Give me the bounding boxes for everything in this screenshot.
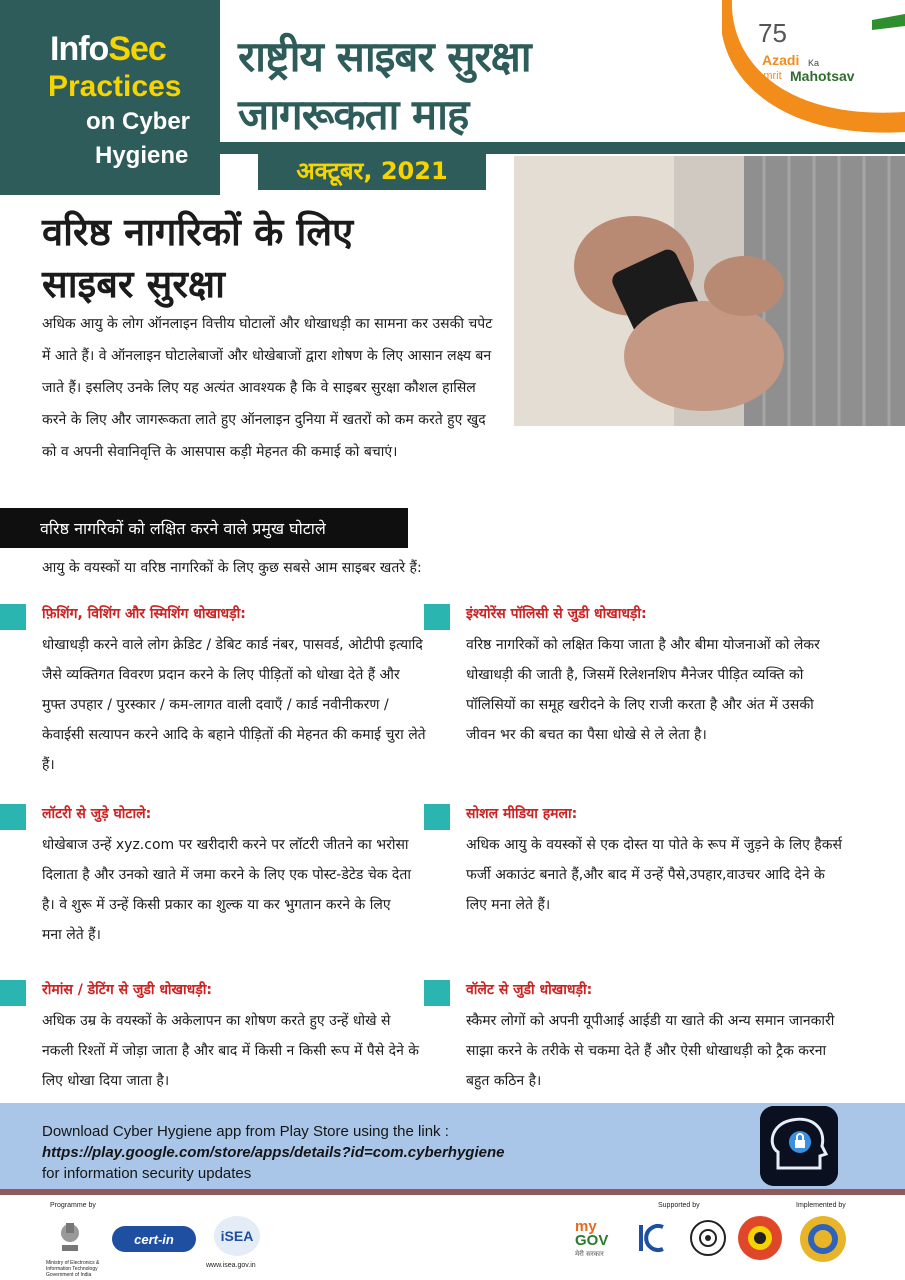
main-title-line1: वरिष्ठ नागरिकों के लिए — [42, 210, 354, 254]
footer-logos — [0, 1198, 905, 1280]
section-main-title — [42, 206, 353, 310]
lottery-section — [0, 802, 440, 952]
intro-paragraph: अधिक आयु के लोग ऑनलाइन वित्तीय घोटालों और धोखाधड़ी का सामना कर उसकी चपेट में आते हैं। वे ऑनलाइन घोटालेबाजों और धोखेबाजों द्वारा शोषण के लिए आसान लक्ष्य बन जाते हैं। इसलिए उनके लिए यह अत्यंत आवश्यक है कि वे साइबर सुरक्षा कौशल हासिल करने के लिए और जागरूकता लाते हुए ऑनलाइन दुनिया में खतरों को कम करते हुए खुद को व अपनी सेवानिवृत्ति के आसपास कड़ी मेहनत की कमाई को बचाएं। — [42, 316, 493, 460]
page-title — [238, 28, 531, 144]
head-lock-icon — [760, 1106, 838, 1186]
implemented-by-label: Implemented by — [796, 1202, 846, 1209]
mygov-tagline: मेरी सरकार — [575, 1250, 604, 1258]
section-marker — [424, 980, 450, 1006]
azadi-ka-amrit-mahotsav-logo — [722, 0, 905, 142]
wallet-body: स्कैमर लोगों को अपनी यूपीआई आईडी या खाते की अन्य समान जानकारी साझा करने के तरीके से चकमा देते हैं और ऐसी धोखाधड़ी को ट्रैक करना बहुत कठिन है। — [466, 1013, 835, 1089]
hygiene-label: Hygiene — [95, 142, 189, 169]
cybercrime-icon — [697, 1227, 719, 1249]
cybercrime-logo — [690, 1220, 726, 1256]
cyber-jaagrookta-logo — [738, 1216, 782, 1260]
infosec-logo — [50, 30, 166, 69]
isea-logo: iSEA — [214, 1216, 260, 1256]
social-media-body: अधिक आयु के वयस्कों से एक दोस्त या पोते के रूप में जुड़ने के लिए हैकर्स फर्जी अकाउंट बनाते हैं,और बाद में उन्हें पैसे,उपहार,वाउचर आदि देने के लिए मना लेते हैं। — [466, 837, 842, 913]
cyber-shield-icon — [745, 1223, 775, 1253]
infosec-logo-info: Info — [50, 30, 109, 68]
infosec-logo-sec: Sec — [108, 30, 166, 68]
banner-rule — [0, 1189, 905, 1195]
emblem-icon — [50, 1214, 90, 1260]
photo-illustration — [514, 156, 905, 426]
section-marker — [0, 980, 26, 1006]
scams-subheading: आयु के वयस्कों या वरिष्ठ नागरिकों के लिए कुछ सबसे आम साइबर खतरे हैं: — [42, 560, 422, 576]
page-title-line2: जागरूकता माह — [238, 90, 469, 139]
social-media-section — [424, 802, 894, 952]
on-cyber-label: on Cyber — [86, 108, 191, 135]
cyber-hygiene-app-icon[interactable] — [760, 1106, 838, 1186]
play-store-link[interactable]: https://play.google.com/store/apps/details?id=com.cyberhygiene — [42, 1144, 505, 1161]
cdac-logo — [800, 1216, 846, 1262]
romance-section — [0, 978, 440, 1098]
wallet-title: वॉलेट से जुडी धोखाधड़ी: — [466, 982, 593, 998]
insurance-section — [424, 602, 894, 782]
infosec-logo-panel — [0, 0, 220, 195]
insurance-body: वरिष्ठ नागरिकों को लक्षित किया जाता है और बीमा योजनाओं को लेकर धोखाधड़ी की जाती है, जिसमें रिलेशनशिप मैनेजर पीड़ित व्यक्ति को पॉलिसियों का समूह खरीदने के लिए राजी करता है और अंत में उसकी जीवन भर की बचत का पैसा धोखे से ले लेता है। — [466, 637, 820, 743]
cert-in-logo: cert-in — [112, 1226, 196, 1252]
senior-phone-photo — [514, 156, 905, 426]
section-marker — [424, 604, 450, 630]
romance-title: रोमांस / डेटिंग से जुडी धोखाधड़ी: — [42, 982, 212, 998]
section-marker — [424, 804, 450, 830]
ministry-label: Ministry of Electronics & Information Technology Government of India — [46, 1260, 100, 1278]
lottery-title: लॉटरी से जुड़े घोटाले: — [42, 806, 152, 822]
banner-text — [42, 1121, 504, 1184]
wallet-section — [424, 978, 894, 1098]
practices-label: Practices — [48, 70, 182, 103]
ashoka-emblem-icon — [57, 1219, 83, 1255]
ka-word: Ka — [808, 58, 820, 68]
page-title-line1: राष्ट्रीय साइबर सुरक्षा — [238, 32, 531, 81]
insurance-title: इंश्योरेंस पॉलिसी से जुडी धोखाधड़ी: — [466, 606, 647, 622]
section-marker — [0, 804, 26, 830]
phishing-body: धोखाधड़ी करने वाले लोग क्रेडिट / डेबिट कार्ड नंबर, पासवर्ड, ओटीपी इत्यादि जैसे व्यक्तिगत विवरण प्रदान करने के लिए पीड़ितों को धोखा देते हैं और मुफ्त उपहार / पुरस्कार / कम-लागत वाली दवाएँ / कार्ड नवीनीकरण / केवाईसी सत्यापन करने आदि के बहाने पीड़ितों की मेहनत की कमाई चुरा लेते हैं। — [42, 637, 426, 773]
azadi-75: 75 — [758, 18, 787, 48]
i4c-logo — [636, 1220, 678, 1256]
mygov-logo — [575, 1218, 627, 1262]
main-title-line2: साइबर सुरक्षा — [42, 262, 225, 306]
amrit-word: Amrit — [756, 70, 782, 82]
isea-url: www.isea.gov.in — [206, 1262, 256, 1269]
supported-by-label: Supported by — [658, 1202, 700, 1209]
azadi-word: Azadi — [762, 52, 800, 68]
i4c-icon — [637, 1221, 677, 1255]
mahotsav-word: Mahotsav — [790, 68, 855, 84]
phishing-title: फ़िशिंग, विशिंग और स्मिशिंग धोखाधड़ी: — [42, 606, 246, 622]
cdac-seal-icon — [806, 1222, 840, 1256]
romance-body: अधिक उम्र के वयस्कों के अकेलापन का शोषण करते हुए उन्हें धोखे से नकली रिश्तों में जोड़ा जाता है और बाद में किसी न किसी रूप में पैसे देने के लिए धोखा दिया जाता है। — [42, 1013, 420, 1089]
phishing-section — [0, 602, 440, 782]
programme-by-label: Programme by — [50, 1202, 96, 1209]
section-marker — [0, 604, 26, 630]
mygov-gov: GOV — [575, 1232, 609, 1249]
lottery-body: धोखेबाज उन्हें xyz.com पर खरीदारी करने पर लॉटरी जीतने का भरोसा दिलाता है और उनको खाते में जमा करने के लिए एक पोस्ट-डेटेड चेक देता है। वे शुरू में उन्हें किसी प्रकार का शुल्क या कर भुगतान करने के लिए मना लेते हैं। — [42, 837, 411, 943]
mygov-my: my — [575, 1218, 597, 1235]
month-badge: अक्टूबर, 2021 — [258, 150, 486, 190]
banner-line3: for information security updates — [42, 1165, 252, 1182]
banner-line1: Download Cyber Hygiene app from Play Store using the link : — [42, 1123, 449, 1140]
scams-heading-bar: वरिष्ठ नागरिकों को लक्षित करने वाले प्रमुख घोटाले — [0, 508, 408, 548]
social-media-title: सोशल मीडिया हमला: — [466, 806, 578, 822]
